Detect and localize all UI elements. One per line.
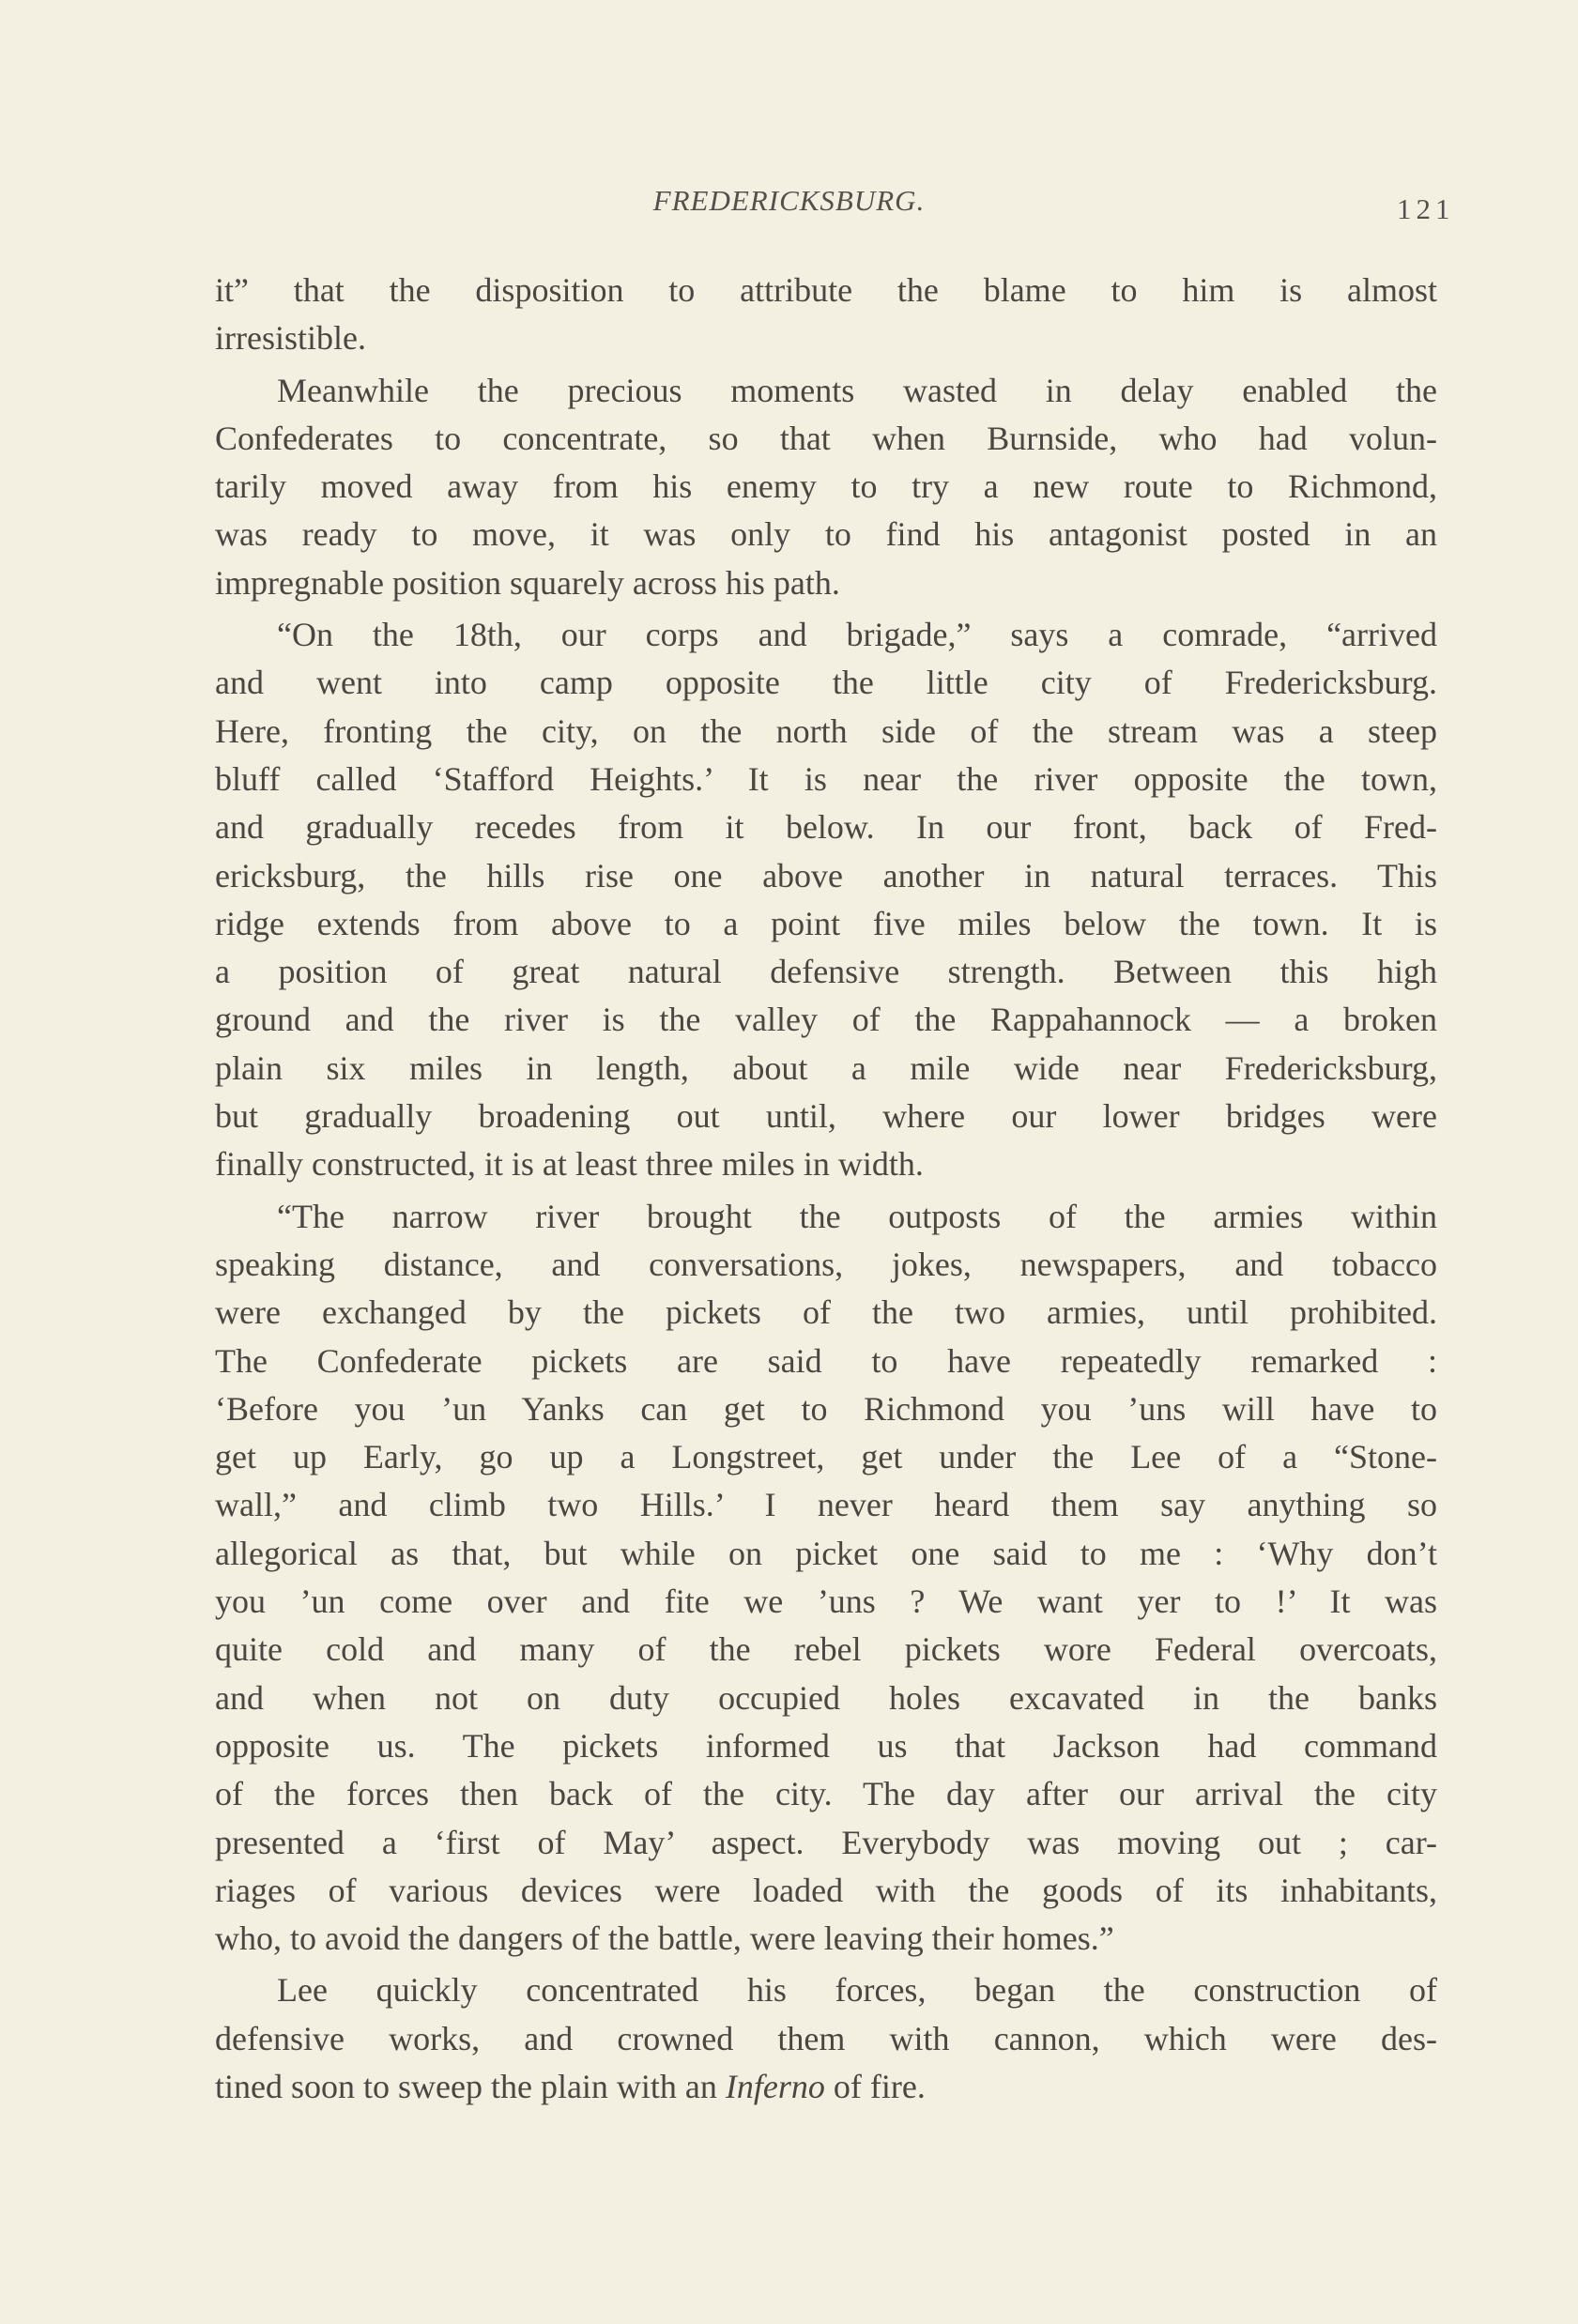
paragraph bbox=[215, 267, 1437, 363]
text-line-content: you ’un come over and fite we ’uns ? We want yer to !’ It was bbox=[215, 1582, 1437, 1621]
text-line bbox=[215, 852, 1437, 900]
text-line-content: but gradually broadening out until, where our lower bridges were bbox=[215, 1097, 1437, 1136]
text-line-content: “The narrow river brought the outposts of the armies within bbox=[277, 1197, 1437, 1235]
text-line-content: ‘Before you ’un Yanks can get to Richmond you ’uns will have to bbox=[215, 1389, 1437, 1428]
text-line bbox=[215, 756, 1437, 803]
text-line bbox=[215, 1966, 1437, 2014]
text-line-content: who, to avoid the dangers of the battle, were leaving their homes.” bbox=[215, 1919, 1114, 1958]
page-number: 121 bbox=[1397, 192, 1455, 225]
text-line-content: it” that the disposition to attribute the blame to him is almost bbox=[215, 271, 1437, 309]
text-line bbox=[215, 367, 1437, 415]
text-line bbox=[215, 1338, 1437, 1385]
body-text bbox=[215, 267, 1437, 2115]
text-line-content: presented a ‘first of May’ aspect. Everybody was moving out ; car- bbox=[215, 1823, 1437, 1861]
text-line bbox=[215, 1674, 1437, 1722]
text-line bbox=[215, 1481, 1437, 1529]
text-line-content: plain six miles in length, about a mile wide near Fredericksburg, bbox=[215, 1048, 1437, 1087]
text-line bbox=[215, 1530, 1437, 1578]
text-line-content: and went into camp opposite the little city of Fredericksburg. bbox=[215, 664, 1437, 702]
text-line-content: ridge extends from above to a point five miles below the town. It is bbox=[215, 904, 1437, 942]
text-line bbox=[215, 1819, 1437, 1867]
paragraph bbox=[215, 367, 1437, 607]
text-line-content: Meanwhile the precious moments wasted in delay enabled the bbox=[277, 371, 1437, 409]
text-line-content: quite cold and many of the rebel pickets wore Federal overcoats, bbox=[215, 1630, 1437, 1669]
text-line-content: tarily moved away from his enemy to try a new route to Richmond, bbox=[215, 467, 1437, 506]
italic-word: Inferno bbox=[725, 2067, 825, 2105]
text-line-content bbox=[215, 2068, 926, 2105]
text-line bbox=[215, 2063, 1437, 2111]
text-line-content: was ready to move, it was only to find his antagonist posted in an bbox=[215, 515, 1437, 554]
text-line-content: The Confederate pickets are said to have repeatedly remarked : bbox=[215, 1341, 1437, 1380]
text-line-content: were exchanged by the pickets of the two armies, until prohibited. bbox=[215, 1293, 1437, 1332]
text-line bbox=[215, 948, 1437, 996]
paragraph bbox=[215, 1193, 1437, 1964]
text-line-content: impregnable position squarely across his path. bbox=[215, 563, 840, 602]
text-line-content: “On the 18th, our corps and brigade,” says a comrade, “arrived bbox=[277, 616, 1437, 654]
text-line bbox=[215, 708, 1437, 756]
text-line bbox=[215, 1241, 1437, 1289]
text-line bbox=[215, 267, 1437, 314]
text-line bbox=[215, 1385, 1437, 1433]
text-line bbox=[215, 314, 1437, 362]
text-line bbox=[215, 559, 1437, 607]
text-line-content: of the forces then back of the city. The day after our arrival the city bbox=[215, 1775, 1437, 1813]
text-line bbox=[215, 1433, 1437, 1481]
text-line bbox=[215, 803, 1437, 851]
text-line bbox=[215, 511, 1437, 558]
text-line-content: a position of great natural defensive strength. Between this high bbox=[215, 953, 1437, 991]
text-line-content: get up Early, go up a Longstreet, get under the Lee of a “Stone- bbox=[215, 1438, 1437, 1476]
text-line-content: speaking distance, and conversations, jokes, newspapers, and tobacco bbox=[215, 1245, 1437, 1283]
text-line-content: ground and the river is the valley of the Rappahannock — a broken bbox=[215, 1001, 1437, 1039]
text-line bbox=[215, 415, 1437, 463]
text-line bbox=[215, 1626, 1437, 1674]
text-line bbox=[215, 900, 1437, 948]
text-line bbox=[215, 463, 1437, 511]
text-line-content: and gradually recedes from it below. In our front, back of Fred- bbox=[215, 808, 1437, 847]
text-line-content: Here, fronting the city, on the north side of the stream was a steep bbox=[215, 711, 1437, 750]
text-line bbox=[215, 1045, 1437, 1093]
text-line-content: ericksburg, the hills rise one above another in natural terraces. This bbox=[215, 856, 1437, 894]
text-line bbox=[215, 1093, 1437, 1140]
text-line-content: riages of various devices were loaded with the goods of its inhabitants, bbox=[215, 1871, 1437, 1909]
text-line bbox=[215, 1722, 1437, 1770]
text-line-content: defensive works, and crowned them with cannon, which were des- bbox=[215, 2019, 1437, 2057]
text-line bbox=[215, 1578, 1437, 1626]
running-head: FREDERICKSBURG. bbox=[652, 184, 926, 217]
text-line-content: Confederates to concentrate, so that when Burnside, who had volun- bbox=[215, 419, 1437, 457]
text-line bbox=[215, 659, 1437, 707]
text-line bbox=[215, 611, 1437, 659]
text-line-content: allegorical as that, but while on picket one said to me : ‘Why don’t bbox=[215, 1534, 1437, 1572]
paragraph bbox=[215, 611, 1437, 1189]
text-line bbox=[215, 1140, 1437, 1188]
text-line bbox=[215, 1770, 1437, 1818]
paragraph bbox=[215, 1966, 1437, 2111]
text-run: tined soon to sweep the plain with an bbox=[215, 2067, 726, 2105]
text-line-content: wall,” and climb two Hills.’ I never heard them say anything so bbox=[215, 1486, 1437, 1524]
text-line-content: and when not on duty occupied holes excavated in the banks bbox=[215, 1678, 1437, 1717]
text-run: of fire. bbox=[824, 2067, 926, 2105]
text-line bbox=[215, 1193, 1437, 1241]
text-line bbox=[215, 2015, 1437, 2063]
text-line-content: finally constructed, it is at least three miles in width. bbox=[215, 1145, 924, 1184]
text-line bbox=[215, 1289, 1437, 1337]
text-line bbox=[215, 1915, 1437, 1963]
text-line bbox=[215, 996, 1437, 1044]
text-line-content: opposite us. The pickets informed us that Jackson had command bbox=[215, 1726, 1437, 1765]
text-line-content: bluff called ‘Stafford Heights.’ It is near the river opposite the town, bbox=[215, 759, 1437, 798]
text-line bbox=[215, 1867, 1437, 1915]
text-line-content: Lee quickly concentrated his forces, began the construction of bbox=[277, 1971, 1437, 2010]
text-line-content: irresistible. bbox=[215, 319, 366, 358]
